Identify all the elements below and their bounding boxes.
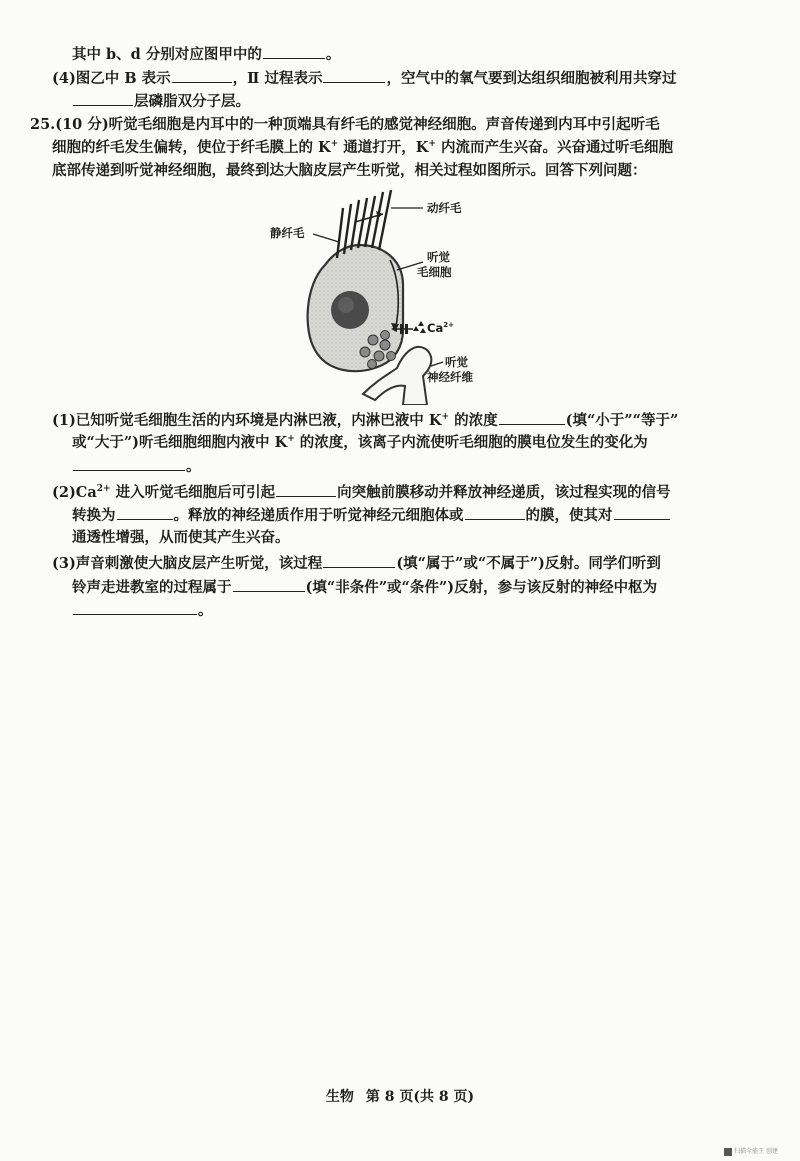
text: 。 xyxy=(325,46,341,63)
q25-part2-line-2 xyxy=(72,505,671,526)
answer-blank[interactable] xyxy=(73,91,133,106)
answer-blank[interactable] xyxy=(73,456,185,471)
label-nerve-fiber: 听觉 xyxy=(445,355,468,369)
text: 底部传递到听觉神经细胞，最终到达大脑皮层产生听觉，相关过程如图所示。回答下列问题： xyxy=(52,162,647,179)
text: 内流而产生兴奋。兴奋通过听毛细胞 xyxy=(435,139,673,156)
q25-part1-line-2 xyxy=(72,433,648,453)
text: (10 分)听觉毛细胞是内耳中的一种顶端具有纤毛的感觉神经细胞。声音传递到内耳中引起听毛 xyxy=(55,116,660,133)
text: 的膜，使其对 xyxy=(525,507,613,524)
superscript: + xyxy=(330,139,339,150)
q24-part4-line-2 xyxy=(72,91,250,112)
hair-cell-figure xyxy=(255,190,505,405)
text: 铃声走进教室的过程属于 xyxy=(72,579,232,596)
q24-line-1 xyxy=(72,44,340,65)
label-moving-cilia: 动纤毛 xyxy=(427,201,462,215)
answer-blank[interactable] xyxy=(73,600,197,615)
text: 其中 b、d 分别对应图甲中的 xyxy=(72,46,262,63)
text: ，Ⅱ 过程表示 xyxy=(232,70,323,87)
q25-part3-line-1 xyxy=(52,553,661,574)
superscript: 2+ xyxy=(96,484,111,495)
text: Ca xyxy=(427,321,444,335)
text: (1)已知听觉毛细胞生活的内环境是内淋巴液，内淋巴液中 K xyxy=(52,412,442,429)
qr-code-icon xyxy=(724,1148,732,1156)
answer-blank[interactable] xyxy=(323,553,395,568)
label-nerve-fiber: 神经纤维 xyxy=(427,370,473,384)
answer-blank[interactable] xyxy=(263,44,325,59)
answer-blank[interactable] xyxy=(117,505,173,520)
text: ，空气中的氧气要到达组织细胞被利用共穿过 xyxy=(386,70,677,87)
text: 通透性增强，从而使其产生兴奋。 xyxy=(72,529,290,546)
text: 进入听觉毛细胞后可引起 xyxy=(110,484,276,501)
answer-blank[interactable] xyxy=(614,505,670,520)
superscript: + xyxy=(287,434,295,445)
text: (填“非条件”或“条件”)反射，参与该反射的神经中枢为 xyxy=(305,579,658,596)
superscript: + xyxy=(441,412,450,423)
answer-blank[interactable] xyxy=(323,68,385,83)
footer-page-number: 第 8 页(共 8 页) xyxy=(365,1089,475,1105)
q25-part2-line-3 xyxy=(72,528,290,548)
text: 。释放的神经递质作用于听觉神经元细胞体或 xyxy=(173,507,464,524)
q25-part3-line-3 xyxy=(72,600,213,621)
label-hair-cell: 毛细胞 xyxy=(417,265,452,279)
text: 层磷脂双分子层。 xyxy=(134,93,250,110)
label-static-cilia: 静纤毛 xyxy=(270,226,305,240)
text: 。 xyxy=(198,602,213,619)
text: 细胞的纤毛发生偏转，使位于纤毛膜上的 K xyxy=(52,139,331,156)
text: 向突触前膜移动并释放神经递质，该过程实现的信号 xyxy=(337,484,671,501)
answer-blank[interactable] xyxy=(499,410,565,425)
scanner-watermark xyxy=(724,1146,778,1156)
q25-part3-line-2 xyxy=(72,577,657,598)
footer-subject: 生物 xyxy=(325,1089,354,1105)
text: (填“小于”“等于” xyxy=(565,412,679,429)
text: (2)Ca xyxy=(52,484,97,501)
label-calcium xyxy=(427,321,454,335)
answer-blank[interactable] xyxy=(233,577,305,592)
q24-part4-line-1 xyxy=(52,68,676,89)
text: 通道打开，K xyxy=(338,139,429,156)
text: (填“属于”或“不属于”)反射。同学们听到 xyxy=(396,555,661,572)
q25-part1-line-3 xyxy=(72,456,201,477)
q25-intro-line-2 xyxy=(52,138,673,158)
answer-blank[interactable] xyxy=(276,482,336,497)
text: 转换为 xyxy=(72,507,116,524)
answer-blank[interactable] xyxy=(172,68,232,83)
text: (4)图乙中 B 表示 xyxy=(52,70,171,87)
text: 的浓度 xyxy=(449,412,498,429)
text: (3)声音刺激使大脑皮层产生听觉，该过程 xyxy=(52,555,323,572)
label-hair-cell: 听觉 xyxy=(427,250,450,264)
text: 。 xyxy=(186,458,201,475)
q25-part1-line-1 xyxy=(52,410,678,431)
superscript: 2+ xyxy=(443,321,454,330)
q25-intro-line-1 xyxy=(30,115,660,135)
text: 扫描全能王 创建 xyxy=(734,1148,778,1155)
text: 或“大于”)听毛细胞细胞内液中 K xyxy=(72,434,288,451)
text: 的浓度，该离子内流使听毛细胞的膜电位发生的变化为 xyxy=(294,434,648,451)
answer-blank[interactable] xyxy=(465,505,525,520)
question-number: 25. xyxy=(30,116,56,133)
page-footer xyxy=(0,1086,800,1106)
q25-part2-line-1 xyxy=(52,482,671,503)
superscript: + xyxy=(428,139,436,150)
q25-intro-line-3 xyxy=(52,161,647,181)
